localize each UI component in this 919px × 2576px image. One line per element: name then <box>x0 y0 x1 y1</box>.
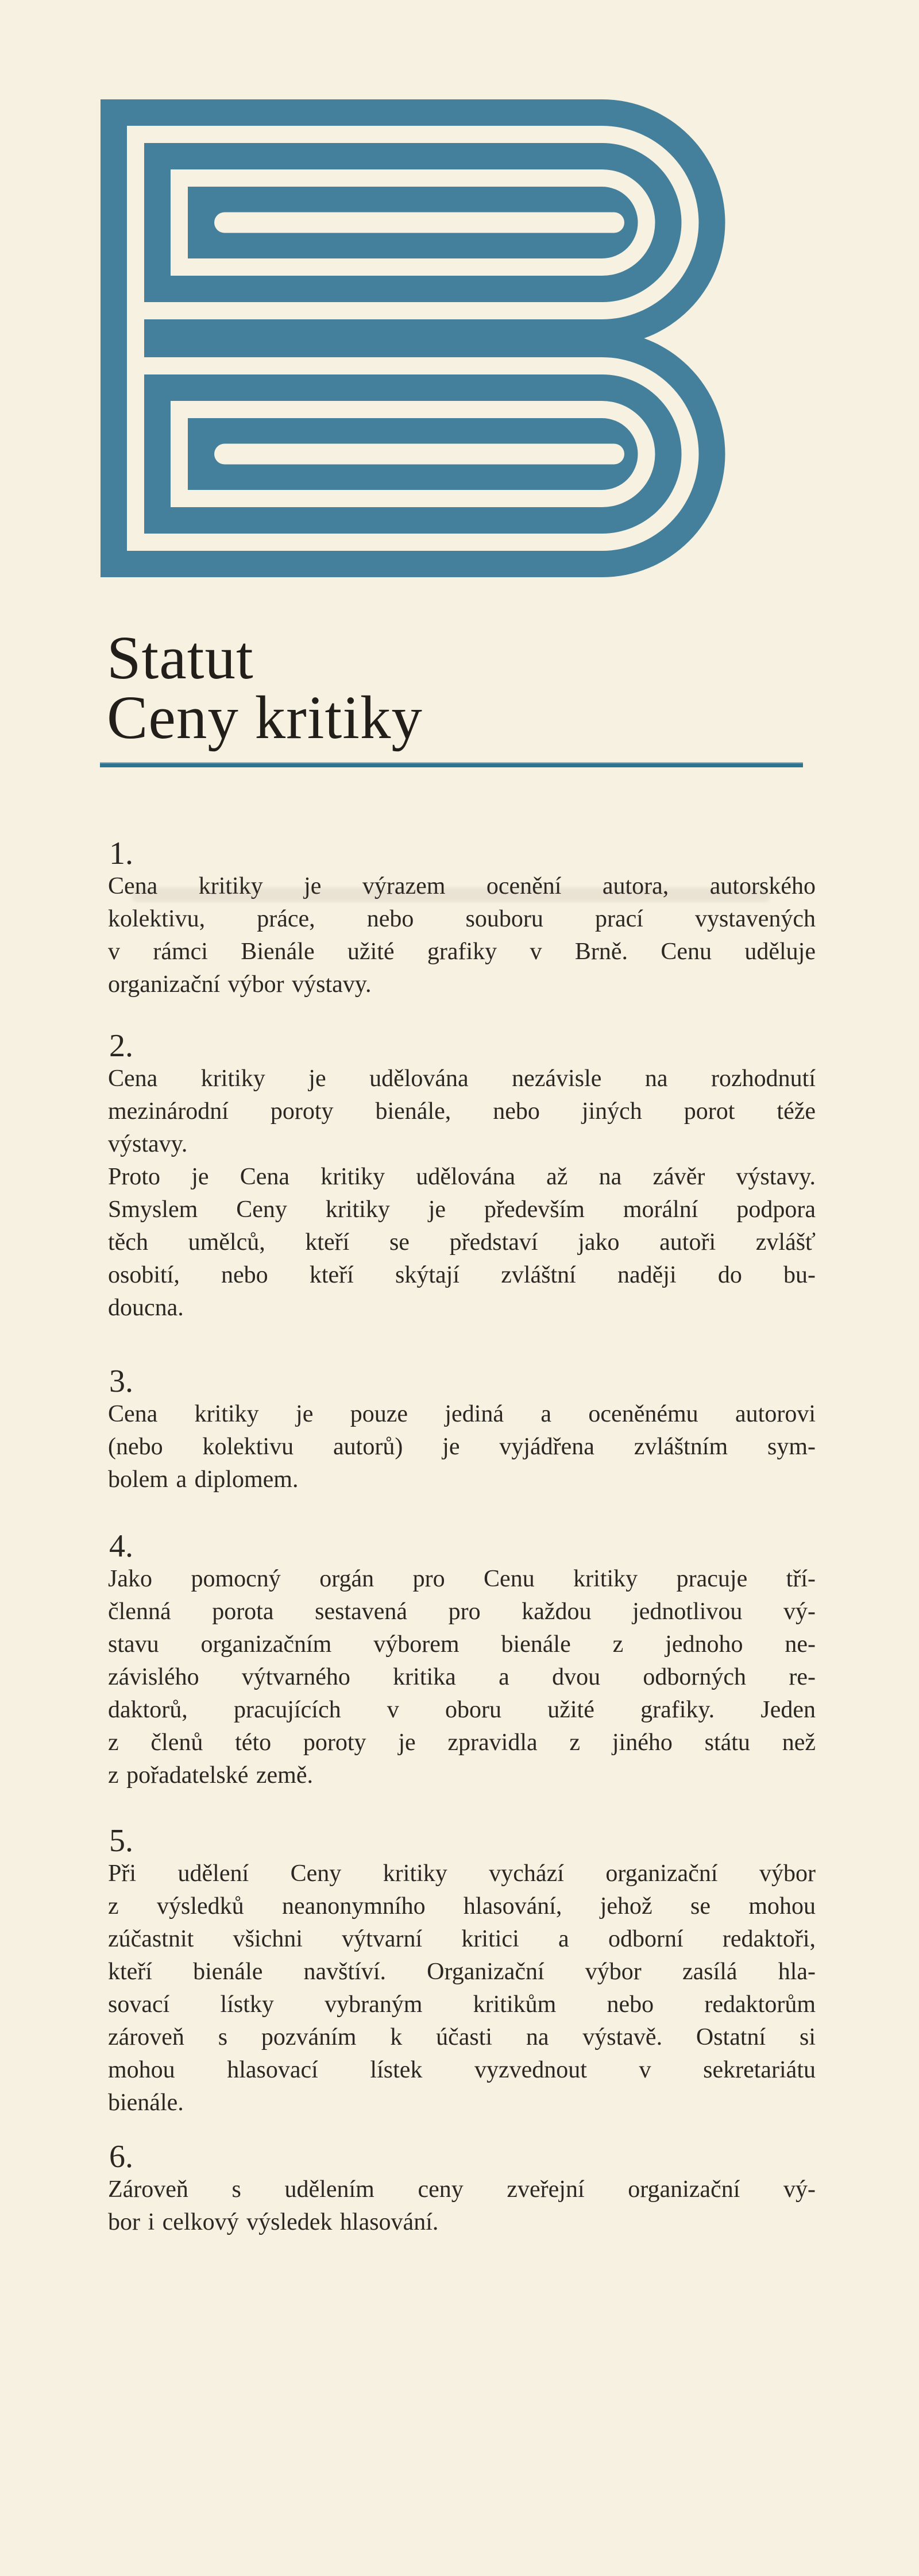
section-text <box>108 2173 816 2239</box>
section-text <box>108 870 816 1001</box>
statute-section <box>108 1028 816 1324</box>
text-line: stavu organizačním výborem bienále z jednoho ne- <box>108 1631 816 1658</box>
text-line: z výsledků neanonymního hlasování, jehož se mohou <box>108 1893 816 1920</box>
statute-section <box>108 1823 816 2119</box>
text-line: sovací lístky vybraným kritikům nebo redaktorům <box>108 1991 816 2018</box>
section-text <box>108 1563 816 1792</box>
text-line: daktorů, pracujících v oboru užité grafiky. Jeden <box>108 1697 816 1723</box>
text-line: Cena kritiky je udělována nezávisle na rozhodnutí <box>108 1065 816 1092</box>
statute-section <box>108 1364 816 1496</box>
statute-section <box>108 1528 816 1792</box>
page-title-line1: Statut <box>107 624 254 692</box>
text-line: kteří bienále navštíví. Organizační výbor zasílá hla- <box>108 1959 816 1985</box>
section-number: 3. <box>109 1364 133 1399</box>
text-line: Proto je Cena kritiky udělována až na závěr výstavy. <box>108 1164 816 1190</box>
text-line: Při udělení Ceny kritiky vychází organizační výbor <box>108 1860 816 1887</box>
text-line: doucna. <box>108 1295 184 1321</box>
statute-section <box>108 836 816 1001</box>
text-line: Jako pomocný orgán pro Cenu kritiky pracuje tří- <box>108 1566 816 1592</box>
section-number: 4. <box>109 1528 133 1564</box>
text-line: v rámci Bienále užité grafiky v Brně. Cenu uděluje <box>108 939 816 965</box>
text-line: kolektivu, práce, nebo souboru prací vystavených <box>108 906 816 932</box>
statute-section <box>108 2139 816 2239</box>
text-line: bienále. <box>108 2090 184 2116</box>
text-line: mohou hlasovací lístek vyzvednout v sekretariátu <box>108 2057 816 2083</box>
section-number: 2. <box>109 1028 133 1064</box>
text-line: výstavy. <box>108 1131 188 1157</box>
text-line: závislého výtvarného kritika a dvou odborných re- <box>108 1664 816 1690</box>
section-text <box>108 1063 816 1324</box>
text-line: zároveň s pozváním k účasti na výstavě. Ostatní si <box>108 2024 816 2050</box>
text-line: zúčastnit všichni výtvarní kritici a odborní redaktoři, <box>108 1926 816 1952</box>
page-title-line2: Ceny kritiky <box>107 684 423 752</box>
text-line: bolem a diplomem. <box>108 1466 299 1493</box>
text-line: Zároveň s udělením ceny zveřejní organizační vý- <box>108 2176 816 2203</box>
section-text <box>108 1398 816 1496</box>
text-line: organizační výbor výstavy. <box>108 971 372 998</box>
text-line: Cena kritiky je výrazem ocenění autora, autorského <box>108 873 816 899</box>
text-line: Cena kritiky je pouze jediná a oceněnému autorovi <box>108 1401 816 1427</box>
text-line: osobití, nebo kteří skýtají zvláštní naději do bu- <box>108 1262 816 1288</box>
text-line: z pořadatelské země. <box>108 1762 313 1789</box>
section-number: 6. <box>109 2139 133 2175</box>
text-line: mezinárodní poroty bienále, nebo jiných porot téže <box>108 1098 816 1125</box>
text-line: z členů této poroty je zpravidla z jiného státu než <box>108 1729 816 1756</box>
text-line: Smyslem Ceny kritiky je především morální podpora <box>108 1196 816 1223</box>
text-line: členná porota sestavená pro každou jednotlivou vý- <box>108 1598 816 1625</box>
section-text <box>108 1857 816 2119</box>
section-number: 5. <box>109 1823 133 1859</box>
text-line: (nebo kolektivu autorů) je vyjádřena zvláštním sym- <box>108 1434 816 1460</box>
section-number: 1. <box>109 836 133 871</box>
text-line: těch umělců, kteří se představí jako autoři zvlášť <box>108 1229 816 1256</box>
text-line: bor i celkový výsledek hlasování. <box>108 2209 439 2235</box>
